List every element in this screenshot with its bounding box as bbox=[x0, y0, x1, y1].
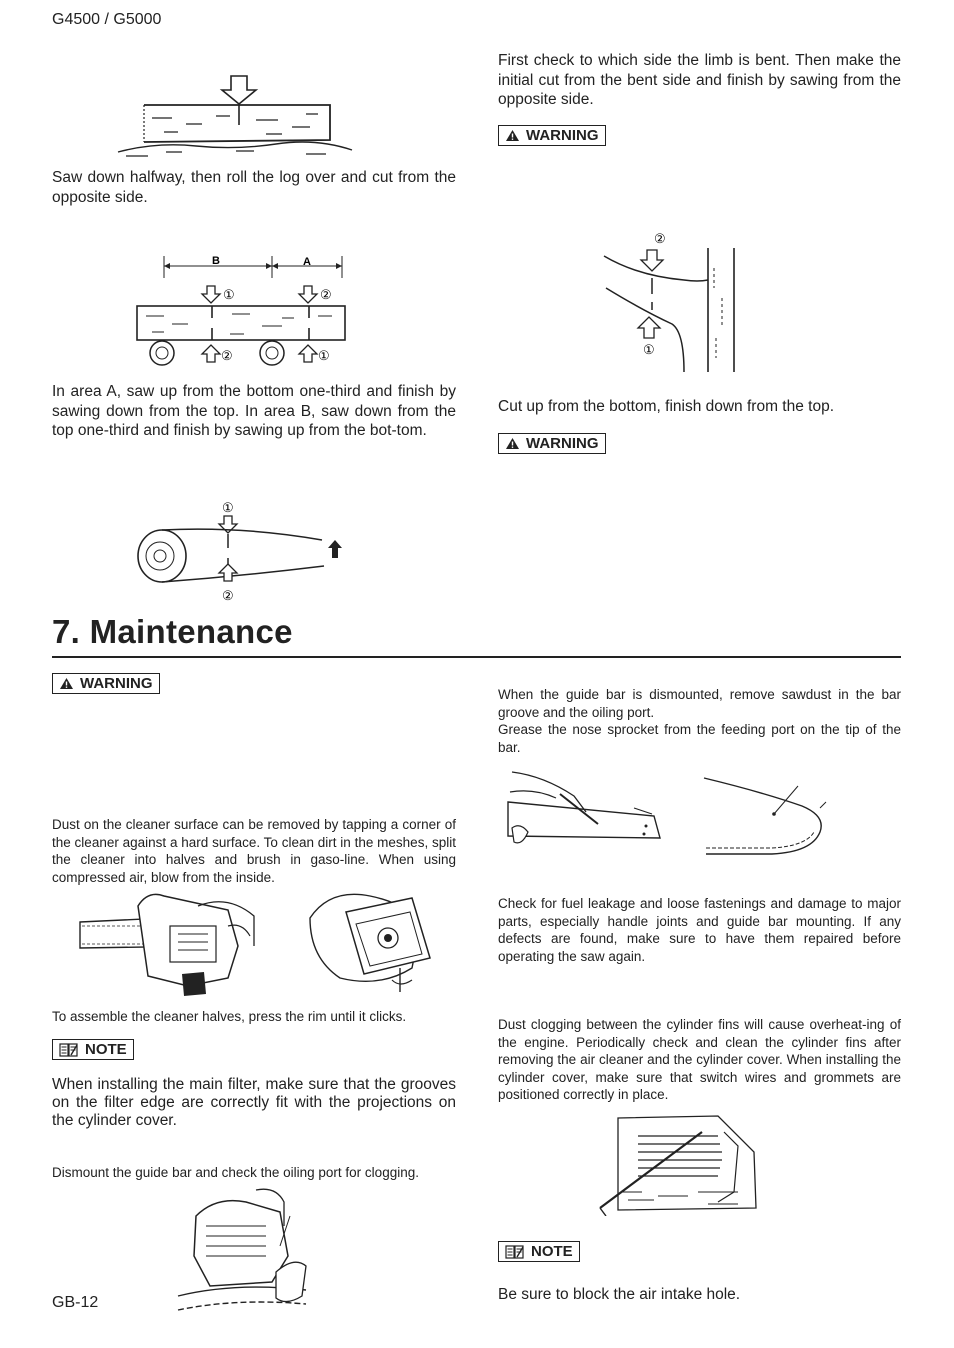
limb-step-2: ② bbox=[654, 231, 666, 246]
area-a-step-1: ① bbox=[318, 348, 330, 363]
area-b-step-2: ② bbox=[221, 348, 233, 363]
cylinder-fins-text: Dust clogging between the cylinder fins will cause overheat-ing of the engine. Periodically check and clean the cylinder fins after removing the air cleaner and the cylinder cover. When installing the cylinder cover, make sure that switch wires and grommets are positioned correctly in place. bbox=[498, 1017, 901, 1102]
section-title: 7. Maintenance bbox=[52, 613, 293, 650]
warning-label-2 bbox=[498, 433, 606, 454]
guide-bar-check-text: Dismount the guide bar and check the oiling port for clogging. bbox=[52, 1165, 419, 1180]
warning-triangle-icon bbox=[505, 437, 520, 450]
bent-log-step-1: ① bbox=[222, 500, 234, 515]
limb-cut-diagram bbox=[598, 228, 748, 376]
air-cleaner-removal-illustration bbox=[78, 886, 258, 1002]
main-filter-note: When installing the main filter, make sure that the grooves on the filter edge are correctly fit with the projections on the cylinder cover. bbox=[52, 1076, 456, 1129]
note-book-icon bbox=[505, 1245, 525, 1259]
note-label-1-text: NOTE bbox=[85, 1040, 127, 1058]
warning-triangle-icon bbox=[59, 677, 74, 690]
page-number: GB-12 bbox=[52, 1294, 99, 1311]
cylinder-fins-cleaning-illustration bbox=[598, 1112, 760, 1216]
warning-label-1-text: WARNING bbox=[526, 126, 599, 144]
bent-log-diagram bbox=[132, 496, 352, 606]
page-header-model: G4500 / G5000 bbox=[52, 11, 162, 28]
nose-sprocket-text: Grease the nose sprocket from the feeding port on the tip of the bar. bbox=[498, 722, 901, 755]
area-b-label: B bbox=[212, 255, 220, 267]
warning-label-1 bbox=[498, 125, 606, 146]
log-areas-caption: In area A, saw up from the bottom one-third and finish by sawing down from the top. In area B, saw down from the top one-third and finish by sawing up from the bot-tom. bbox=[52, 383, 456, 439]
note-label-2-text: NOTE bbox=[531, 1242, 573, 1260]
warning-triangle-icon bbox=[505, 129, 520, 142]
log-areas-diagram bbox=[132, 252, 352, 372]
area-a-step-2: ② bbox=[320, 287, 332, 302]
area-b-step-1: ① bbox=[223, 287, 235, 302]
warning-label-2-text: WARNING bbox=[526, 434, 599, 452]
cleaner-halves-illustration bbox=[300, 888, 450, 994]
maintenance-warning-text: WARNING bbox=[80, 674, 153, 692]
air-cleaner-text: Dust on the cleaner surface can be removed by tapping a corner of the cleaner against a hard surface. To clean dirt in the meshes, split the cleaner into halves and brush in gaso-line. When using compressed air, blow from the inside. bbox=[52, 817, 456, 885]
bar-groove-cleaning-illustration bbox=[504, 762, 664, 856]
note-label-2 bbox=[498, 1241, 580, 1262]
air-intake-note: Be sure to block the air intake hole. bbox=[498, 1286, 741, 1303]
guide-bar-clean-text: When the guide bar is dismounted, remove sawdust in the bar groove and the oiling port. bbox=[498, 687, 901, 720]
cleaner-assembly-text: To assemble the cleaner halves, press the rim until it clicks. bbox=[52, 1009, 407, 1024]
limb-caption: Cut up from the bottom, finish down from the top. bbox=[498, 398, 834, 415]
note-label-1 bbox=[52, 1039, 134, 1060]
bent-log-step-2: ② bbox=[222, 588, 234, 603]
fuel-leakage-check-text: Check for fuel leakage and loose fastenings and damage to major parts, especially handle joints and guide bar mounting. If any defects are found, make sure to have them repaired before operating the saw again. bbox=[498, 896, 901, 964]
log-halfway-caption: Saw down halfway, then roll the log over and cut from the opposite side. bbox=[52, 169, 456, 206]
section-rule bbox=[52, 656, 901, 658]
limb-instructions: First check to which side the limb is bent. Then make the initial cut from the bent side and finish by sawing from the opposite side. bbox=[498, 52, 901, 108]
oiling-port-illustration bbox=[176, 1186, 312, 1318]
area-a-label: A bbox=[303, 256, 311, 268]
note-book-icon bbox=[59, 1043, 79, 1057]
log-halfway-illustration bbox=[116, 72, 356, 162]
nose-sprocket-grease-illustration bbox=[702, 772, 832, 862]
maintenance-warning-label bbox=[52, 673, 160, 694]
limb-step-1: ① bbox=[643, 342, 655, 357]
